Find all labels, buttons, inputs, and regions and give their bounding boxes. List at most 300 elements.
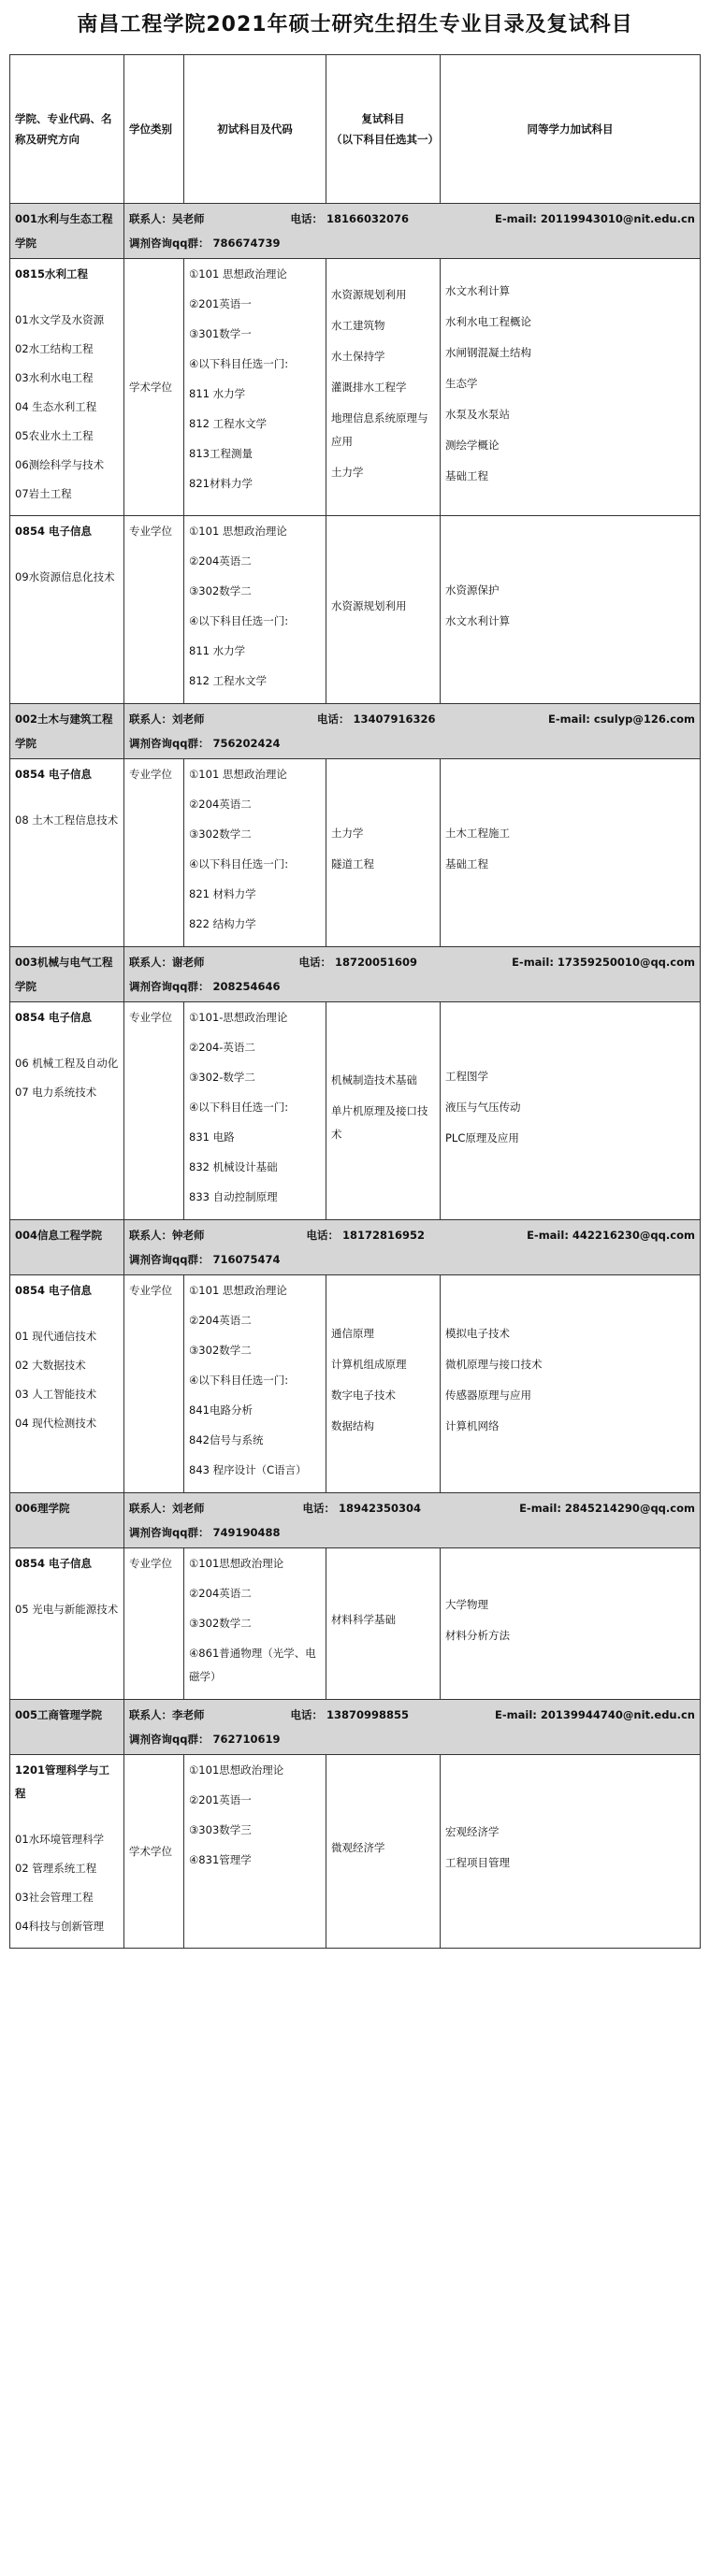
spacer [189,316,321,323]
spacer [189,1482,321,1489]
retest-cell [326,516,441,704]
spacer [189,1089,321,1096]
college-row [10,704,701,759]
program-major-name: 0854 电子信息 [15,768,93,781]
college-row [10,1493,701,1548]
program-row [10,1002,701,1220]
header-degree-type: 学位类别 [124,55,184,204]
spacer [189,1689,321,1695]
spacer [331,845,435,853]
college-name: 002土木与建筑工程学院 [10,704,124,759]
spacer [445,1407,695,1415]
research-direction: 02水工结构工程 [15,342,94,355]
exam-subject: ②204英语二 [189,1314,252,1327]
equivalent-subject: 水资源保护 [445,583,500,597]
research-direction: 05 光电与新能源技术 [15,1603,119,1616]
spacer [189,906,321,913]
spacer [189,1452,321,1459]
equivalent-subject: 工程图学 [445,1069,488,1083]
retest-subject: 单片机原理及接口技术 [331,1103,428,1141]
program-row [10,1548,701,1700]
exam-subject: 812 工程水文学 [189,674,268,687]
exam-subject: 813工程测量 [189,447,253,460]
spacer [331,1092,435,1100]
contact-email: E-mail: 20139944740@nit.edu.cn [495,1708,695,1721]
spacer [189,466,321,472]
contact-phone: 电话： 18172816952 [306,1229,426,1242]
research-direction: 08 土木工程信息技术 [15,813,119,827]
exam-subject: ①101 思想政治理论 [189,1284,287,1297]
research-direction: 06测绘科学与技术 [15,458,105,471]
contact-person: 联系人：刘老师 [129,1502,205,1515]
retest-subject: 土力学 [331,465,364,479]
initial-exam-cell [184,1275,326,1493]
college-row [10,947,701,1002]
research-direction: 03 人工智能技术 [15,1388,97,1401]
retest-subject: 水土保持学 [331,349,385,363]
exam-subject: 822 结构力学 [189,917,256,930]
spacer [445,602,695,610]
degree-type: 学术学位 [124,1755,184,1949]
exam-subject: ①101 思想政治理论 [189,267,287,281]
spacer [445,303,695,310]
degree-type: 专业学位 [124,516,184,704]
college-row [10,1220,701,1275]
contact-line [129,1703,695,1727]
contact-phone: 电话： 18720051609 [298,956,418,969]
spacer [189,286,321,293]
spacer [189,346,321,353]
spacer [189,1059,321,1066]
program-major-cell [10,259,124,516]
spacer [189,543,321,550]
spacer [189,496,321,502]
retest-subject: 水工建筑物 [331,318,385,332]
spacer [189,1392,321,1399]
college-contact-info [124,1493,701,1548]
contact-email: E-mail: 17359250010@qq.com [512,956,695,969]
exam-subject: ③302数学二 [189,827,252,841]
spacer [445,1119,695,1127]
program-row [10,1755,701,1949]
spacer [445,1150,695,1158]
contact-line [129,1496,695,1520]
college-name: 003机械与电气工程学院 [10,947,124,1002]
exam-subject: 841电路分析 [189,1403,253,1417]
spacer [15,1104,119,1110]
retest-cell [326,1002,441,1220]
spacer [331,368,435,376]
retest-subject: 数据结构 [331,1419,374,1432]
retest-subject: 灌溉排水工程学 [331,380,407,394]
spacer [189,1782,321,1789]
catalog-table [9,54,701,1949]
spacer [15,506,119,511]
spacer [331,1346,435,1353]
spacer [189,663,321,669]
spacer [189,1209,321,1216]
spacer [189,1812,321,1819]
retest-cell [326,1275,441,1493]
exam-subject: ②201英语一 [189,1793,252,1806]
program-major-name: 0854 电子信息 [15,1557,93,1570]
retest-cell [326,259,441,516]
header-retest-title: 复试科目 [361,112,405,125]
spacer [445,876,695,884]
exam-subject: 833 自动控制原理 [189,1190,278,1203]
spacer [189,1422,321,1429]
research-direction: 04科技与创新管理 [15,1920,105,1933]
exam-subject: ①101 思想政治理论 [189,525,287,538]
initial-exam-cell [184,1002,326,1220]
program-major-cell [10,1002,124,1220]
spacer [445,1088,695,1096]
research-direction: 04 现代检测技术 [15,1417,97,1430]
spacer [445,1648,695,1655]
spacer [15,589,119,595]
spacer [445,1438,695,1446]
spacer [15,1029,119,1052]
program-major-cell [10,759,124,947]
exam-subject: ②201英语一 [189,297,252,310]
exam-subject: ②204英语二 [189,1587,252,1600]
contact-line [129,950,695,974]
equivalent-subject: 传感器原理与应用 [445,1389,531,1402]
spacer [331,1407,435,1415]
spacer [331,1146,435,1154]
header-major: 学院、专业代码、名称及研究方向 [10,55,124,204]
exam-subject: ①101 思想政治理论 [189,768,287,781]
exam-subject: 821 材料力学 [189,887,256,900]
spacer [445,1376,695,1384]
contact-line [129,1223,695,1247]
college-name: 004信息工程学院 [10,1220,124,1275]
research-direction: 05农业水土工程 [15,429,94,442]
retest-subject: 计算机组成原理 [331,1358,407,1371]
exam-subject: ④以下科目任选一门: [189,857,289,871]
equivalent-subject: 液压与气压传动 [445,1100,521,1114]
program-major-name: 0854 电子信息 [15,525,93,538]
contact-line [129,207,695,231]
contact-person: 联系人：刘老师 [129,712,205,726]
research-direction: 03水利水电工程 [15,371,94,384]
contact-person: 联系人：李老师 [129,1708,205,1721]
program-major-cell [10,1275,124,1493]
spacer [189,1119,321,1126]
contact-group: 调剂咨询qq群： 716075474 [129,1253,281,1266]
equivalent-cell [441,516,701,704]
spacer [331,1376,435,1384]
exam-subject: ①101思想政治理论 [189,1557,284,1570]
spacer [15,1302,119,1325]
research-direction: 07 电力系统技术 [15,1086,97,1099]
spacer [189,1872,321,1878]
spacer [445,1346,695,1353]
program-major-cell [10,1548,124,1700]
college-contact-info [124,1700,701,1755]
spacer [15,1576,119,1598]
retest-subject: 微观经济学 [331,1840,385,1854]
retest-cell [326,1548,441,1700]
equivalent-subject: 水利水电工程概论 [445,314,531,328]
equivalent-cell [441,1755,701,1949]
page-title: 南昌工程学院2021年硕士研究生招生专业目录及复试科目 [77,12,633,36]
spacer [15,1435,119,1441]
degree-type: 学术学位 [124,259,184,516]
spacer [189,1302,321,1309]
exam-subject: 811 水力学 [189,644,246,657]
spacer [189,1362,321,1369]
exam-subject: ②204-英语二 [189,1041,255,1054]
spacer [189,633,321,640]
contact-person: 联系人：谢老师 [129,956,205,969]
program-row [10,759,701,947]
exam-subject: ④831管理学 [189,1853,252,1866]
retest-subject: 机械制造技术基础 [331,1072,417,1087]
exam-subject: ③302数学二 [189,1344,252,1357]
research-direction: 06 机械工程及自动化 [15,1057,119,1070]
spacer [189,436,321,442]
equivalent-subject: 微机原理与接口技术 [445,1358,543,1371]
equivalent-cell [441,1002,701,1220]
spacer [445,334,695,341]
equivalent-subject: 水闸钢混凝土结构 [445,345,531,359]
initial-exam-cell [184,1548,326,1700]
spacer [189,1842,321,1849]
spacer [189,1635,321,1642]
spacer [15,786,119,809]
exam-subject: ③302-数学二 [189,1071,255,1084]
spacer [445,845,695,853]
spacer [189,1179,321,1186]
equivalent-subject: 水文水利计算 [445,283,510,297]
exam-subject: ②204英语二 [189,798,252,811]
spacer [189,1149,321,1156]
contact-phone: 电话： 18942350304 [302,1502,422,1515]
degree-type: 专业学位 [124,1548,184,1700]
equivalent-subject: 大学物理 [445,1597,488,1611]
equivalent-subject: 测绘学概论 [445,438,500,452]
exam-subject: ②204英语二 [189,554,252,568]
spacer [445,457,695,465]
initial-exam-cell [184,1755,326,1949]
equivalent-subject: 工程项目管理 [445,1856,510,1869]
spacer [15,1806,119,1828]
contact-phone: 电话： 18166032076 [290,212,410,225]
retest-subject: 土力学 [331,827,364,840]
equivalent-cell [441,759,701,947]
retest-subject: 地理信息系统原理与应用 [331,410,428,448]
exam-subject: ④861普通物理（光学、电磁学） [189,1647,316,1683]
college-row [10,204,701,259]
equivalent-subject: 基础工程 [445,857,488,871]
exam-subject: ①101思想政治理论 [189,1763,284,1777]
contact-phone: 电话： 13870998855 [290,1708,410,1721]
exam-subject: ④以下科目任选一门: [189,1101,289,1114]
retest-subject: 水资源规划利用 [331,287,407,301]
contact-email: E-mail: csulyp@126.com [548,712,695,726]
spacer [15,286,119,309]
program-major-name: 0815水利工程 [15,267,89,281]
college-contact-info [124,204,701,259]
spacer [15,832,119,838]
research-direction: 07岩土工程 [15,487,72,500]
college-contact-info [124,704,701,759]
spacer [189,1576,321,1582]
contact-email: E-mail: 2845214290@qq.com [519,1502,695,1515]
exam-subject: 831 电路 [189,1130,235,1144]
initial-exam-cell [184,759,326,947]
spacer [331,453,435,461]
program-major-cell [10,1755,124,1949]
spacer [189,573,321,580]
spacer [331,876,435,884]
spacer [445,1844,695,1851]
equivalent-cell [441,1275,701,1493]
table-header-row [10,55,701,204]
retest-cell [326,759,441,947]
spacer [189,1605,321,1612]
equivalent-subject: 计算机网络 [445,1419,500,1432]
program-row [10,516,701,704]
equivalent-cell [441,259,701,516]
spacer [189,1029,321,1036]
equivalent-subject: 模拟电子技术 [445,1327,510,1340]
spacer [189,1332,321,1339]
contact-line [129,707,695,731]
research-direction: 02 管理系统工程 [15,1862,97,1875]
exam-subject: ①101-思想政治理论 [189,1011,288,1024]
contact-group: 调剂咨询qq群： 208254646 [129,980,281,993]
research-direction: 02 大数据技术 [15,1359,86,1372]
spacer [189,846,321,853]
program-major-name: 0854 电子信息 [15,1284,93,1297]
degree-type: 专业学位 [124,1275,184,1493]
spacer [15,543,119,566]
spacer [189,376,321,382]
spacer [189,603,321,610]
contact-group: 调剂咨询qq群： 749190488 [129,1526,281,1539]
exam-subject: 832 机械设计基础 [189,1160,278,1173]
research-direction: 01水文学及水资源 [15,313,105,326]
spacer [331,1632,435,1639]
contact-person: 联系人：钟老师 [129,1229,205,1242]
equivalent-subject: 材料分析方法 [445,1628,510,1642]
header-retest [326,55,441,204]
exam-subject: 812 工程水文学 [189,417,268,430]
degree-type: 专业学位 [124,1002,184,1220]
initial-exam-cell [184,259,326,516]
college-row [10,1700,701,1755]
spacer [15,1938,119,1944]
header-equivalent: 同等学力加试科目 [441,55,701,204]
spacer [445,633,695,640]
header-retest-note: （以下科目任选其一） [331,133,439,146]
spacer [189,786,321,793]
exam-subject: ③303数学三 [189,1823,252,1836]
exam-subject: ④以下科目任选一门: [189,1374,289,1387]
exam-subject: ③301数学一 [189,327,252,340]
spacer [445,1875,695,1882]
exam-subject: 821材料力学 [189,477,253,490]
degree-type: 专业学位 [124,759,184,947]
retest-subject: 通信原理 [331,1327,374,1340]
program-row [10,1275,701,1493]
research-direction: 04 生态水利工程 [15,400,97,413]
program-major-name: 0854 电子信息 [15,1011,93,1024]
contact-group: 调剂咨询qq群： 762710619 [129,1733,281,1746]
program-major-name: 1201管理科学与工程 [15,1763,110,1800]
contact-person: 联系人：吴老师 [129,212,205,225]
exam-subject: 843 程序设计（C语言） [189,1463,307,1476]
college-name: 005工商管理学院 [10,1700,124,1755]
program-major-cell [10,516,124,704]
exam-subject: ④以下科目任选一门: [189,614,289,627]
initial-exam-cell [184,516,326,704]
spacer [189,876,321,883]
spacer [189,406,321,412]
spacer [331,618,435,626]
header-initial-exam: 初试科目及代码 [184,55,326,204]
equivalent-subject: 宏观经济学 [445,1825,500,1838]
program-row [10,259,701,516]
spacer [445,396,695,403]
college-name: 006理学院 [10,1493,124,1548]
exam-subject: ④以下科目任选一门: [189,357,289,370]
research-direction: 09水资源信息化技术 [15,570,115,583]
research-direction: 01 现代通信技术 [15,1330,97,1343]
retest-cell [326,1755,441,1949]
spacer [331,484,435,492]
equivalent-subject: 土木工程施工 [445,827,510,840]
retest-subject: 数字电子技术 [331,1389,396,1402]
spacer [331,399,435,407]
spacer [445,488,695,496]
equivalent-subject: 水文水利计算 [445,614,510,627]
retest-subject: 水资源规划利用 [331,598,407,612]
contact-phone: 电话： 13407916326 [317,712,436,726]
equivalent-subject: 水泵及水泵站 [445,407,510,421]
equivalent-cell [441,1548,701,1700]
research-direction: 03社会管理工程 [15,1891,94,1904]
exam-subject: ③302数学二 [189,584,252,597]
contact-group: 调剂咨询qq群： 756202424 [129,737,281,750]
contact-email: E-mail: 442216230@qq.com [527,1229,695,1242]
contact-group: 调剂咨询qq群： 786674739 [129,237,281,250]
spacer [331,307,435,314]
retest-subject: 材料科学基础 [331,1613,396,1626]
spacer [189,816,321,823]
research-direction: 01水环境管理科学 [15,1833,105,1846]
spacer [189,693,321,699]
exam-subject: 811 水力学 [189,387,246,400]
spacer [331,1438,435,1446]
spacer [331,338,435,345]
spacer [445,1617,695,1624]
catalog-table-wrapper [9,54,700,1949]
college-contact-info [124,947,701,1002]
spacer [189,936,321,943]
college-contact-info [124,1220,701,1275]
retest-subject: 隧道工程 [331,857,374,871]
equivalent-subject: PLC原理及应用 [445,1130,519,1144]
spacer [331,1860,435,1867]
equivalent-subject: 基础工程 [445,468,488,482]
spacer [445,426,695,434]
exam-subject: 842信号与系统 [189,1433,264,1446]
exam-subject: ③302数学二 [189,1617,252,1630]
contact-email: E-mail: 20119943010@nit.edu.cn [495,212,695,225]
